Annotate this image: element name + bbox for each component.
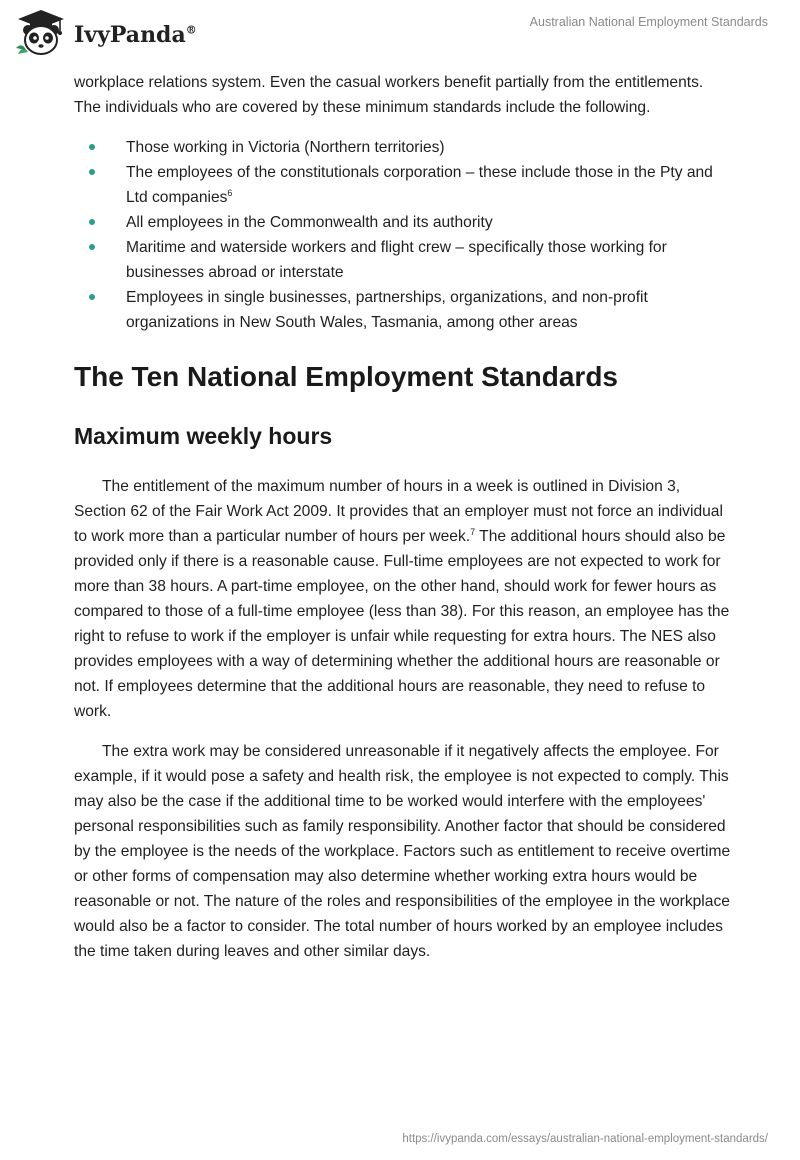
page-header [0, 0, 800, 70]
subsection-heading: Maximum weekly hours [74, 423, 333, 449]
list-item: Those working in Victoria (Northern territories) [74, 135, 734, 160]
body-paragraph: The entitlement of the maximum number of hours in a week is outlined in Division 3, Section 62 of the Fair Work Act 2009. It provides that an employer must not force an individual to work more than a particular number of hours per week.$^7$ The additional hours should also be provided only if there is a reasonable cause. Full-time employees are not expected to work for more than 38 hours. A part-time employee, on the other hand, should work for fewer hours as compared to those of a full-time employee (less than 38). For this reason, an employee has the right to refuse to work if the employer is unfair while requesting for extra hours. The NES also provides employees with a way of determining whether the additional hours are reasonable or not. If employees determine that the additional hours are reasonable, they need to refuse to work. [74, 478, 730, 720]
intro-paragraph: workplace relations system. Even the casual workers benefit partially from the entitlements. The individuals who are covered by these minimum standards include the following. [74, 74, 704, 116]
list-item: The employees of the constitutionals corporation – these include those in the Pty and Ltd companies$^6$ [74, 160, 734, 210]
footnote-ref[interactable]: 7 [470, 526, 476, 537]
section-heading: The Ten National Employment Standards [74, 361, 619, 392]
coverage-list [74, 135, 734, 335]
essay-body [74, 70, 734, 964]
list-item: All employees in the Commonwealth and its authority [74, 210, 734, 235]
footnote-ref[interactable]: 6 [227, 187, 233, 198]
body-paragraph: The extra work may be considered unreasonable if it negatively affects the employee. For example, if it would pose a safety and health risk, the employee is not expected to comply. This may also be the case if the additional time to be worked would interfere with the employees' personal responsibilities such as family responsibility. Another factor that should be considered by the employee is the needs of the workplace. Factors such as entitlement to receive overtime or other forms of compensation may also determine whether working extra hours would be reasonable or not. The nature of the roles and responsibilities of the employee in the workplace would also be a factor to consider. The total number of hours worked by an employee includes the time taken during leaves and other similar days. [74, 743, 731, 960]
list-item: Employees in single businesses, partnerships, organizations, and non-profit organizations in New South Wales, Tasmania, among other areas [74, 285, 734, 335]
logo-wordmark: IvyPanda® [74, 22, 197, 48]
running-title: Australian National Employment Standards [529, 15, 768, 29]
panda-graduate-icon [14, 8, 68, 58]
source-url[interactable]: https://ivypanda.com/essays/australian-national-employment-standards/ [402, 1133, 768, 1145]
ivypanda-logo[interactable] [14, 8, 197, 58]
list-item: Maritime and waterside workers and flight crew – specifically those working for businesses abroad or interstate [74, 235, 734, 285]
